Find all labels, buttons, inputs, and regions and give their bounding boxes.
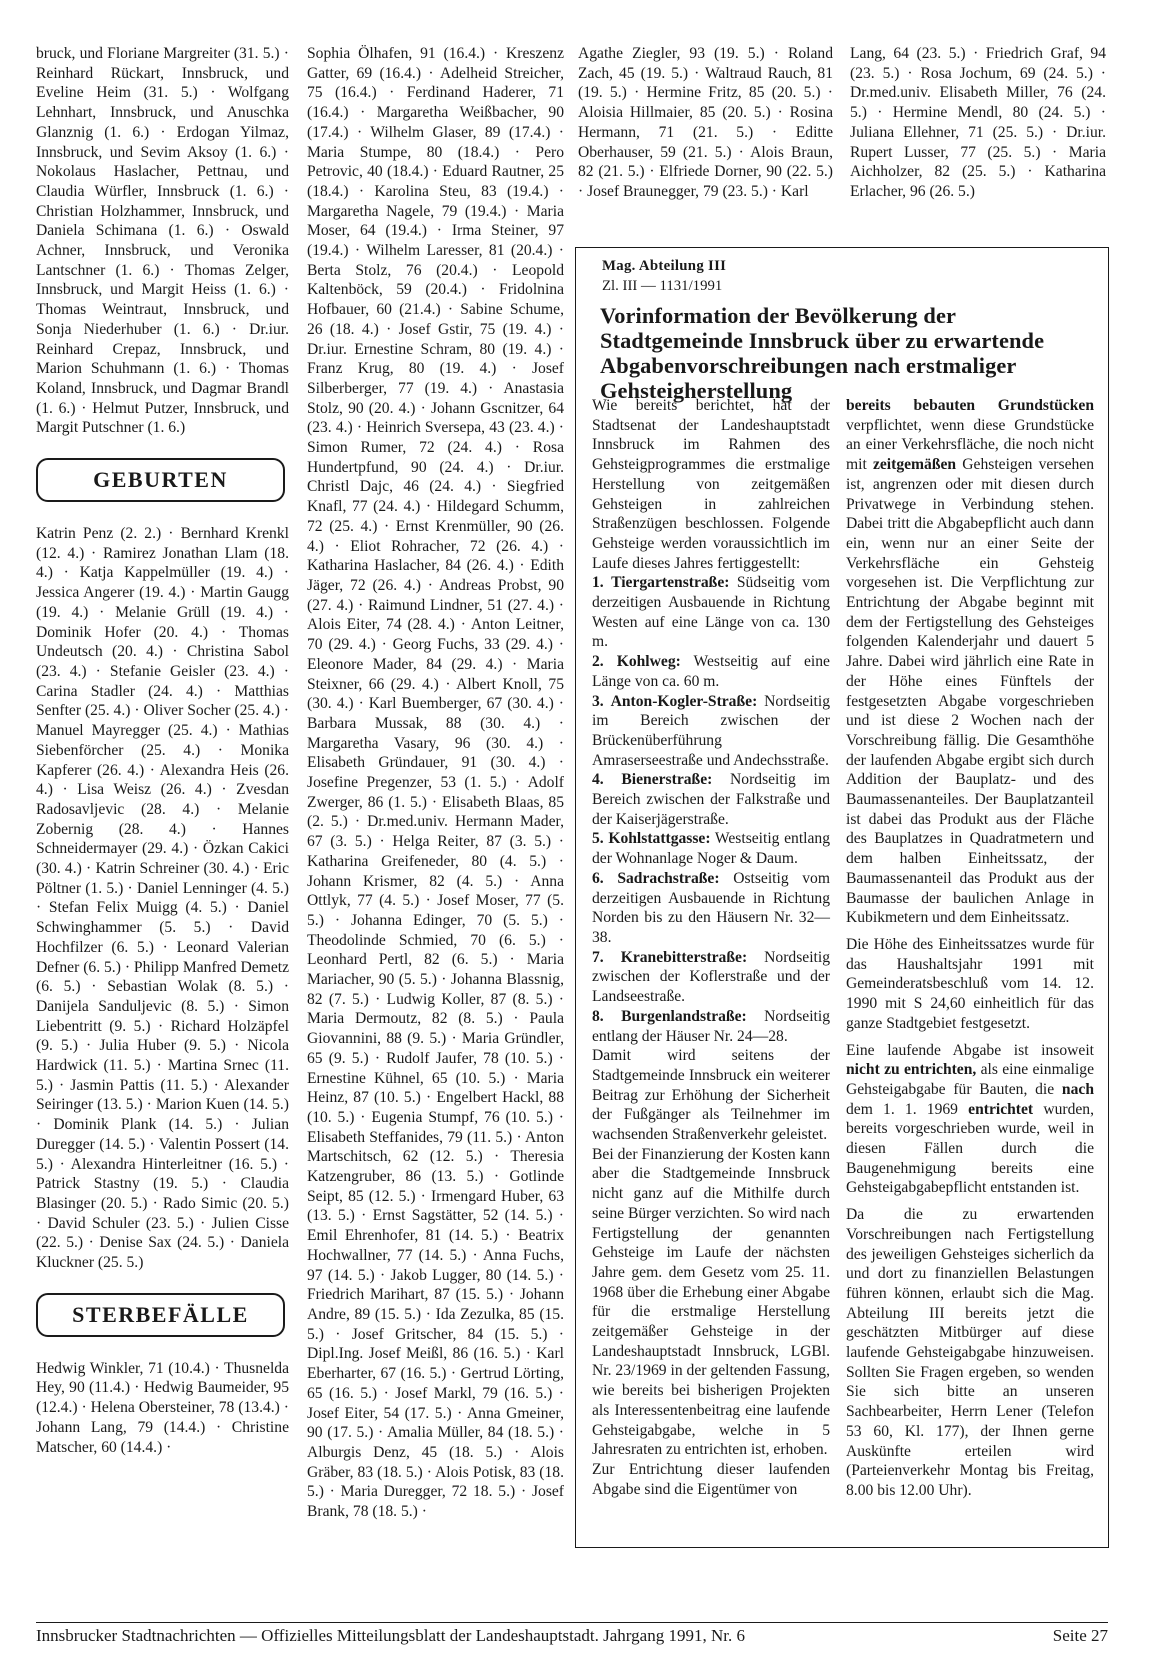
item-number: 6. bbox=[592, 869, 604, 887]
street-name: Sadrachstraße: bbox=[617, 869, 720, 887]
street-list-item bbox=[592, 692, 830, 771]
street-list-item bbox=[592, 652, 830, 691]
notice-paragraph-finanzierung: Bei der Finanzierung der Kosten kann aber die Stadtgemeinde Innsbruck nicht ganz auf die Mithilfe durch seine Bürger verzichten. So wird nach Fertigstellung der genannten Gehsteige im Laufe der nächsten Jahre gem. dem Gesetz vom 25. 11. 1968 über die Erhebung einer Abgabe für die erstmalige Herstellung zeitgemäßer Gehsteige in der Landeshauptstadt Innsbruck, LGBl. Nr. 23/1969 in der geltenden Fassung, wie bereits bei bisherigen Projekten als Interessentenbeitrag eine laufende Gehsteigabgabe, welche in 5 Jahresraten zu entrichten ist, erhoben. bbox=[592, 1145, 830, 1459]
births-heading: GEBURTEN bbox=[36, 458, 285, 502]
item-number: 4. bbox=[592, 771, 604, 789]
street-description: Westseitig auf eine Länge von ca. 60 m. bbox=[592, 653, 830, 690]
notice-paragraph-rate: Die Höhe des Einheitssatzes wurde für das Haushaltsjahr 1991 mit Gemeinderatsbeschluß vom 14. 12. 1990 mit S 24,60 einheitlich für das ganze Stadtgebiet festgesetzt. bbox=[846, 935, 1094, 1032]
notice-column-right bbox=[846, 396, 1094, 1501]
street-list-item bbox=[592, 829, 830, 868]
notice-header bbox=[602, 256, 726, 296]
street-name: Burgenlandstraße: bbox=[621, 1007, 747, 1025]
footer-publication: Innsbrucker Stadtnachrichten — Offizielles Mitteilungsblatt der Landeshauptstadt. Jahrgang 1991, Nr. 6 bbox=[36, 1626, 745, 1645]
street-list-item bbox=[592, 1007, 830, 1046]
column-4 bbox=[850, 44, 1106, 202]
body-text: verpflichtet, wenn diese Grundstücke an einer Verkehrsfläche, die noch nicht mit bbox=[846, 416, 1094, 474]
body-text: Eine laufende Abgabe ist insoweit bbox=[846, 1041, 1094, 1059]
emphasis-text: entrichtet bbox=[968, 1100, 1034, 1118]
emphasis-text: zeitgemäßen bbox=[872, 456, 957, 474]
notice-paragraph-damit: Damit wird seitens der Stadtgemeinde Innsbruck ein weiterer Beitrag zur Erhöhung der Sicherheit der Fußgänger als Teilnehmer im wachsenden Straßenverkehr geleistet. bbox=[592, 1047, 830, 1144]
body-text: wurden, bereits vorgeschrieben wurde, weil in diesen Fällen durch die Baugenehmigung bereits eine Gehsteigabgabepflicht entstanden ist. bbox=[846, 1100, 1094, 1197]
item-number: 3. bbox=[592, 692, 604, 710]
notice-paragraph-contact: Da die zu erwartenden Vorschreibungen nach Fertigstellung des jeweiligen Gehsteiges sicherlich da und dort zu finanziellen Belastungen führen können, erlaubt sich die Mag. Abteilung III bereits jetzt die geschätzten Mitbürger auf diese laufende Gehsteigabgabe hinzuweisen. Sollten Sie Fragen ergeben, so wenden Sie sich bitte an unseren Sachbearbeiter, Herrn Lener (Telefon 53 60, Kl. 177), der Ihnen gerne Auskünfte erteilen wird (Parteienverkehr Montag bis Freitag, 8.00 bis 12.00 Uhr). bbox=[846, 1206, 1094, 1499]
notice-reference: Zl. III — 1131/1991 bbox=[602, 278, 723, 294]
item-number: 7. bbox=[592, 948, 604, 966]
emphasis-text: nicht zu entrichten, bbox=[846, 1061, 977, 1079]
deaths-list-continued-2: Agathe Ziegler, 93 (19. 5.) · Roland Zach, 45 (19. 5.) · Waltraud Rauch, 81 (19. 5.) · Hermine Fritz, 85 (20. 5.) · Aloisia Hillmaier, 85 (20. 5.) · Rosina Hermann, 71 (21. 5.) · Editte Oberhauser, 59 (21. 5.) · Alois Braun, 82 (21. 5.) · Elfriede Dorner, 90 (22. 5.) · Josef Braunegger, 79 (23. 5.) · Karl bbox=[578, 45, 833, 200]
street-description: Nordseitig entlang der Häuser Nr. 24—28. bbox=[592, 1007, 830, 1045]
notice-column-left bbox=[592, 396, 830, 1499]
street-description: Nordseitig im Bereich zwischen der Brückenüberführung Amraserseestraße und Andechsstraße. bbox=[592, 692, 830, 769]
item-number: 5. bbox=[592, 830, 604, 848]
street-list-item bbox=[592, 770, 830, 829]
street-description: Westseitig entlang der Wohnanlage Noger & Daum. bbox=[592, 830, 830, 868]
notice-paragraph-obligation bbox=[846, 396, 1094, 928]
street-name: Kranebitterstraße: bbox=[620, 948, 748, 966]
body-text: als eine einmalige Gehsteigabgabe für Bauten, die bbox=[846, 1061, 1095, 1098]
emphasis-text: nach bbox=[1061, 1080, 1094, 1098]
street-description: Ostseitig vom derzeitigen Ausbauende in Richtung Norden bis zu den Häusern Nr. 32—38. bbox=[592, 869, 830, 946]
page-footer bbox=[36, 1622, 1108, 1646]
deaths-list-continued-3: Lang, 64 (23. 5.) · Friedrich Graf, 94 (23. 5.) · Rosa Jochum, 69 (24. 5.) · Dr.med.univ. Elisabeth Miller, 76 (24. 5.) · Hermine Mendl, 80 (24. 5.) · Juliana Ellehner, 71 (25. 5.) · Dr.iur. Rupert Lusser, 77 (25. 5.) · Maria Aichholzer, 82 (25. 5.) · Katharina Erlacher, 96 (26. 5.) bbox=[850, 45, 1106, 200]
street-description: Nordseitig im Bereich zwischen der Falkstraße und der Kaiserjägerstraße. bbox=[592, 771, 830, 828]
street-list-item bbox=[592, 573, 830, 652]
marriages-continued: bruck, und Floriane Margreiter (31. 5.) · Reinhard Rückart, Innsbruck, und Eveline Heim (31. 5.) · Wolfgang Lehnhart, Innsbruck, und Anuschka Glanznig (1. 6.) · Erdogan Yilmaz, Innsbruck, und Sevim Aksoy (1. 6.) · Nokolaus Haslacher, Pettnau, und Claudia Würfler, Innsbruck (1. 6.) · Christian Holzhammer, Innsbruck, und Daniela Schimana (1. 6.) · Oswald Achner, Innsbruck, und Veronika Lantschner (1. 6.) · Thomas Zelger, Innsbruck, und Margit Heiss (1. 6.) · Thomas Weintraut, Innsbruck, und Sonja Niederhuber (1. 6.) · Dr.iur. Reinhard Crepaz, Innsbruck, und Marion Schuhmann (1. 6.) · Thomas Koland, Innsbruck, und Dagmar Brandl (1. 6.) · Helmut Putzer, Innsbruck, und Margit Putschner (1. 6.) bbox=[36, 45, 289, 437]
item-number: 2. bbox=[592, 653, 604, 671]
emphasis-text: bereits bebauten Grundstücken bbox=[846, 397, 1094, 414]
column-1 bbox=[36, 44, 289, 1457]
notice-paragraph-exemption bbox=[846, 1041, 1094, 1199]
street-description: Südseitig vom derzeitigen Ausbauende in Richtung Westen auf eine Länge von ca. 130 m. bbox=[592, 574, 831, 651]
notice-title: Vorinformation der Bevölkerung der Stadtgemeinde Innsbruck über zu erwartende Abgabenvorschreibungen nach erstmaliger Gehsteigherstellung bbox=[600, 303, 1045, 403]
street-name: Bienerstraße: bbox=[621, 771, 713, 789]
deaths-list-continued: Sophia Ölhafen, 91 (16.4.) · Kreszenz Gatter, 69 (16.4.) · Adelheid Streicher, 75 (16.4.) · Ferdinand Haderer, 71 (16.4.) · Margaretha Weißbacher, 90 (17.4.) · Wilhelm Glaser, 89 (17.4.) · Maria Stumpe, 80 (18.4.) · Pero Petrovic, 40 (18.4.) · Eduard Rautner, 25 (18.4.) · Karolina Steu, 83 (19.4.) · Margaretha Nagele, 79 (19.4.) · Maria Moser, 64 (19.4.) · Irma Steiner, 97 (19.4.) · Wilhelm Laresser, 81 (20.4.) · Berta Stolz, 76 (20.4.) · Leopold Kaltenböck, 59 (20.4.) · Fridolnina Hofbauer, 60 (21.4.) · Sabine Schume, 26 (18. 4.) · Josef Gstir, 75 (19. 4.) · Dr.iur. Ernestine Schram, 80 (19. 4.) · Franz Krug, 80 (19. 4.) · Josef Silberberger, 77 (19. 4.) · Anastasia Stolz, 90 (20. 4.) · Johann Gscnitzer, 64 (23. 4.) · Heinrich Sversepa, 43 (23. 4.) · Simon Rumer, 72 (24. 4.) · Rosa Hundertpfund, 90 (24. 4.) · Dr.iur. Christl Dajc, 46 (24. 4.) · Siegfried Knafl, 77 (24. 4.) · Hildegard Schumm, 72 (25. 4.) · Ernst Krenmüller, 90 (26. 4.) · Eliot Rohracher, 72 (26. 4.) · Katharina Haslacher, 84 (26. 4.) · Edith Jäger, 72 (26. 4.) · Andreas Probst, 90 (27. 4.) · Raimund Lindner, 51 (27. 4.) · Alois Eiter, 74 (28. 4.) · Anton Leitner, 70 (29. 4.) · Georg Fuchs, 33 (29. 4.) · Eleonore Mader, 84 (29. 4.) · Maria Steixner, 66 (29. 4.) · Albert Knoll, 75 (30. 4.) · Karl Buemberger, 67 (30. 4.) · Barbara Mussak, 88 (30. 4.) · Margaretha Vasary, 96 (30. 4.) · Elisabeth Gründauer, 91 (30. 4.) · Josefine Pregenzer, 53 (1. 5.) · Adolf Zwerger, 86 (1. 5.) · Elisabeth Blaas, 85 (2. 5.) · Dr.med.univ. Hermann Mader, 67 (3. 5.) · Helga Reiter, 87 (3. 5.) · Katharina Greifeneder, 80 (4. 5.) · Johann Krismer, 82 (4. 5.) · Anna Ottlyk, 77 (4. 5.) · Josef Moser, 77 (5. 5.) · Johanna Edinger, 70 (5. 5.) · Theodolinde Schmied, 70 (6. 5.) · Leonhard Pertl, 82 (6. 5.) · Maria Mariacher, 90 (5. 5.) · Johanna Blassnig, 82 (7. 5.) · Ludwig Koller, 87 (8. 5.) · Maria Dermoutz, 82 (8. 5.) · Paula Giovannini, 88 (9. 5.) · Maria Gründler, 65 (9. 5.) · Rudolf Jaufer, 78 (10. 5.) · Ernestine Kühnel, 65 (10. 5.) · Maria Heinz, 87 (10. 5.) · Engelbert Hackl, 88 (10. 5.) · Eugenia Stumpf, 76 (10. 5.) · Elisabeth Steffanides, 79 (11. 5.) · Anton Martschitsch, 62 (12. 5.) · Theresia Katzengruber, 86 (13. 5.) · Gotlinde Seipt, 85 (12. 5.) · Irmengard Huber, 63 (13. 5.) · Ernst Sagstätter, 52 (14. 5.) · Emil Ehrenhofer, 81 (14. 5.) · Beatrix Hochwallner, 77 (14. 5.) · Anna Fuchs, 97 (14. 5.) · Jakob Lugger, 80 (14. 5.) · Friedrich Marihart, 87 (15. 5.) · Johann Andre, 89 (15. 5.) · Ida Zezulka, 85 (15. 5.) · Josef Gritscher, 84 (15. 5.) · Dipl.Ing. Josef Meißl, 86 (16. 5.) · Karl Eberharter, 67 (16. 5.) · Gertrud Lörting, 65 (16. 5.) · Josef Markl, 79 (16. 5.) · Josef Eiter, 54 (17. 5.) · Anna Gmeiner, 90 (17. 5.) · Amalia Müller, 84 (18. 5.) · Alburgis Denz, 45 (18. 5.) · Alois Gräber, 83 (18. 5.) · Alois Potisk, 83 (18. 5.) · Maria Duregger, 72 18. 5.) · Josef Brank, 78 (18. 5.) · bbox=[307, 45, 564, 1521]
notice-intro: Wie bereits berichtet, hat der Stadtsenat der Landeshauptstadt Innsbruck im Rahmen des Gehsteigprogrammes die erstmalige Herstellung von zeitgemäßen Gehsteigen in zahlreichen Straßenzügen beschlossen. Folgende Gehsteige werden voraussichtlich im Laufe dieses Jahres fertiggestellt: bbox=[592, 397, 830, 572]
column-2 bbox=[307, 44, 564, 1522]
street-list-item bbox=[592, 948, 830, 1007]
street-description: Nordseitig zwischen der Koflerstraße und der Landseestraße. bbox=[592, 948, 830, 1006]
notice-box bbox=[575, 247, 1109, 1548]
item-number: 8. bbox=[592, 1007, 604, 1025]
notice-department: Mag. Abteilung III bbox=[602, 258, 727, 274]
deaths-list: Hedwig Winkler, 71 (10.4.) · Thusnelda Hey, 90 (11.4.) · Hedwig Baumeider, 95 (12.4.) · Helena Obersteiner, 78 (13.4.) · Johann Lang, 79 (14.4.) · Christine Matscher, 60 (14.4.) · bbox=[36, 1359, 289, 1456]
notice-paragraph-entrichtung: Zur Entrichtung dieser laufenden Abgabe sind die Eigentümer von bbox=[592, 1460, 830, 1498]
street-name: Kohlstattgasse: bbox=[608, 830, 711, 848]
street-list bbox=[592, 573, 830, 1046]
street-name: Anton-Kogler-Straße: bbox=[610, 692, 758, 710]
body-text: Gehsteigen versehen ist, angrenzen oder mit diesen durch Privatwege in Verbindung stehen. Dabei tritt die Abgabepflicht auch dann ein, wenn nur an einer Seite der Verkehrsfläche ein Gehsteig vorgesehen ist. Die Verpflichtung zur Entrichtung der Abgabe beginnt mit dem der Fertigstellung des Gehsteiges folgenden Kalenderjahr und dauert 5 Jahre. Dabei wird jährlich eine Rate in der Höhe eines Fünftels der festgesetzten Abgabe vorgeschrieben und ist diese 2 Wochen nach der Vorschreibung fällig. Die Gesamthöhe der laufenden Abgabe ergibt sich durch Addition der Bauplatz- und des Baumassenanteiles. Der Bauplatzanteil ist dabei das Produkt aus der Fläche des Bauplatzes in Quadratmetern und dem halben Einheitssatz, der Baumassenanteil das Produkt aus der Baumasse der baulichen Anlage in Kubikmetern und dem Einheitssatz. bbox=[846, 456, 1095, 927]
births-list: Katrin Penz (2. 2.) · Bernhard Krenkl (12. 4.) · Ramirez Jonathan Llam (18. 4.) · Katja Kappelmüller (19. 4.) · Jessica Angerer (19. 4.) · Martin Gaugg (19. 4.) · Melanie Grüll (19. 4.) · Dominik Hofer (20. 4.) · Thomas Undeutsch (20. 4.) · Christina Sabol (23. 4.) · Stefanie Geisler (23. 4.) · Carina Stadler (24. 4.) · Matthias Senfter (25. 4.) · Oliver Socher (25. 4.) · Manuel Mayregger (25. 4.) · Mathias Siebenförcher (25. 4.) · Monika Kapferer (26. 4.) · Alexandra Heis (26. 4.) · Lisa Weisz (26. 4.) · Zvesdan Radosavljevic (28. 4.) · Melanie Zobernig (28. 4.) · Hannes Schneidermayer (29. 4.) · Özkan Cakici (30. 4.) · Katrin Schreiner (30. 4.) · Eric Pöltner (1. 5.) · Daniel Lenninger (4. 5.) · Stefan Felix Muigg (4. 5.) · Daniel Schwinghammer (5. 5.) · David Hochfilzer (6. 5.) · Leonard Valerian Defner (6. 5.) · Philipp Manfred Demetz (6. 5.) · Sebastian Wolak (8. 5.) · Danijela Sanduljevic (8. 5.) · Simon Liebentritt (9. 5.) · Richard Holzäpfel (9. 5.) · Julia Huber (9. 5.) · Nicola Hardwick (11. 5.) · Martina Srnec (11. 5.) · Jasmin Pattis (11. 5.) · Alexander Seiringer (13. 5.) · Marion Kuen (14. 5.) · Dominik Plank (14. 5.) · Julian Duregger (14. 5.) · Valentin Possert (14. 5.) · Alexandra Hinterleitner (16. 5.) · Patrick Stastny (19. 5.) · Claudia Blasinger (20. 5.) · Rado Simic (20. 5.) · David Schuler (23. 5.) · Julien Cisse (22. 5.) · Denise Sax (24. 5.) · Daniela Kluckner (25. 5.) bbox=[36, 525, 289, 1272]
body-text: dem 1. 1. 1969 bbox=[846, 1100, 958, 1118]
page-number: Seite 27 bbox=[1052, 1626, 1108, 1645]
item-number: 1. bbox=[592, 574, 604, 592]
street-name: Kohlweg: bbox=[616, 653, 681, 671]
street-name: Tiergartenstraße: bbox=[611, 574, 730, 592]
column-3 bbox=[578, 44, 833, 202]
street-list-item bbox=[592, 869, 830, 948]
deaths-heading: STERBEFÄLLE bbox=[36, 1293, 285, 1337]
